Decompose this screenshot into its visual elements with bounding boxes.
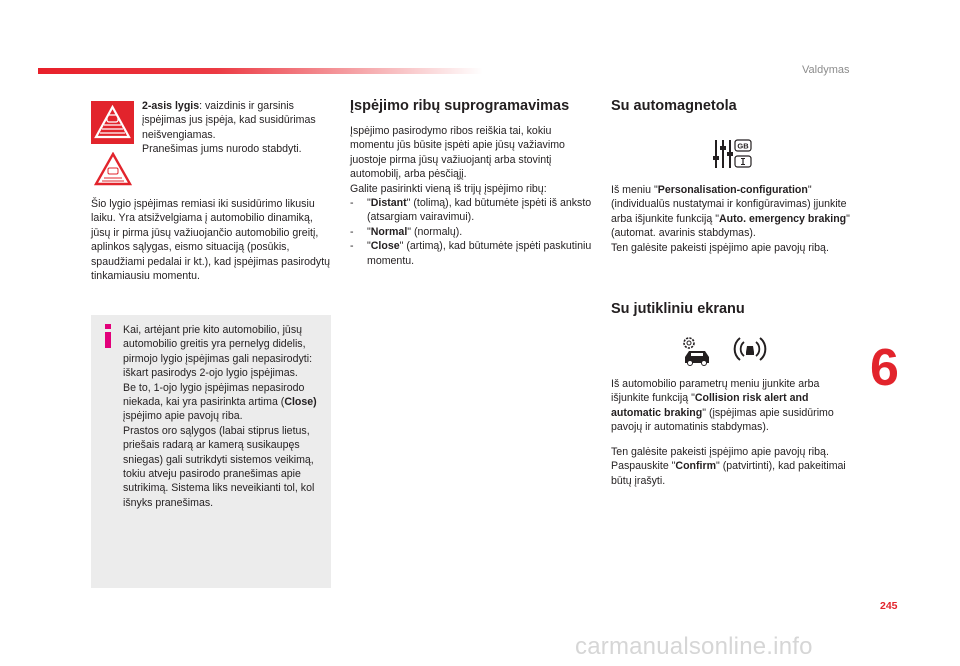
gear-car-icon [681, 335, 713, 367]
level2-text: : vaizdinis ir garsinis įspėjimas jus įspėja, kad susidūrimas neišvengiamas. [142, 100, 316, 141]
level2-text-stop: Pranešimas jums nurodo stabdyti. [142, 143, 302, 156]
heading-audio-system: Su automagnetola [611, 98, 737, 114]
confirm-instruction: Paspauskite "Confirm" (patvirtinti), kad pakeitimai būtų įrašyti. [611, 460, 846, 487]
timing-paragraph: Šio lygio įspėjimas remiasi iki susidūrimo likusiu laiku. Yra atsižvelgiama į automobilio dinamiką, jūsų ir pirma jūsų važiuojančio automobilio greitį, aplinkos sąlygas, eismo situaciją (posūkis, spaudžiami pedalai ir kt.), kad įspėjimas pasirodytų tinkamiausiu momentu. [91, 198, 331, 283]
level2-label: 2-asis lygis [142, 100, 200, 112]
audio-system-threshold-note: Ten galėsite pakeisti įspėjimo apie pavojų ribą. [611, 241, 829, 254]
radar-alert-icon [733, 334, 767, 364]
chapter-number: 6 [870, 339, 899, 397]
page-number: 245 [880, 600, 898, 612]
threshold-paragraph-2: Galite pasirinkti vieną iš trijų įspėjimo ribų: [350, 182, 547, 195]
audio-system-text [611, 183, 851, 255]
collision-warning-icon [91, 101, 134, 144]
list-item: - "Distant" (tolimą), kad būtumėte įspėti iš anksto (atsargiam vairavimui). [350, 197, 592, 224]
warning-triangle-icon [94, 152, 132, 186]
touch-screen-confirm-text [611, 445, 851, 488]
info-paragraph-1: Kai, artėjant prie kito automobilio, jūsų automobilio greitis yra pernelyg didelis, pirmojo lygio įspėjimas gali nepasirodyti: iškart pasirodys 2-ojo lygio įspėjimas. [123, 324, 313, 380]
touch-screen-paragraph: Iš automobilio parametrų meniu įjunkite arba išjunkite funkciją "Collision risk alert and automatic braking" (įspėjimas apie susidūrimo pavojų ir automatinis stabdymas). [611, 378, 834, 434]
gb-settings-icon [711, 138, 753, 170]
audio-system-paragraph: Iš meniu "Personalisation-configuration" (individualūs nustatymai ir konfigūravimas) įjunkite arba išjunkite funkciją "Auto. emergency braking" (automat. avarinis stabdymas). [611, 184, 850, 240]
list-item: - "Close" (artimą), kad būtumėte įspėti paskutiniu momentu. [350, 240, 592, 267]
info-text [123, 323, 326, 510]
header-accent-bar [38, 68, 483, 74]
threshold-text [350, 124, 595, 268]
list-item: - "Normal" (normalų). [350, 225, 463, 238]
section-title: Valdymas [802, 64, 850, 76]
heading-touch-screen: Su jutikliniu ekranu [611, 301, 745, 317]
info-paragraph-2: Be to, 1-ojo lygio įspėjimas nepasirodo niekada, kai yra pasirinkta artima (Close) įspėjimo apie pavojų riba. [123, 381, 317, 423]
watermark: carmanualsonline.info [575, 633, 813, 660]
heading-threshold-programming: Įspėjimo ribų suprogramavimas [350, 98, 570, 114]
level2-description [142, 99, 337, 157]
threshold-paragraph-1: Įspėjimo pasirodymo ribos reiškia tai, kokiu momentu jūs būsite įspėti apie jūsų važiavimo juostoje pirma jūsų važiuojantį arba stovintį automobilį, arba pėsčiąjį. [350, 125, 565, 181]
info-icon [100, 323, 116, 349]
gb-label: GB [737, 141, 749, 151]
info-paragraph-3: Prastos oro sąlygos (labai stiprus lietus, priešais radarą ar kamerą susikaupęs sniegas) gali sutrikdyti sistemos veikimą, tokiu atveju pasirodo pranešimas apie sutrikimą. Sistema liks neveikianti tol, kol išnyks pranešimas. [123, 424, 315, 509]
touch-screen-threshold-note: Ten galėsite pakeisti įspėjimo apie pavojų ribą. [611, 446, 829, 458]
